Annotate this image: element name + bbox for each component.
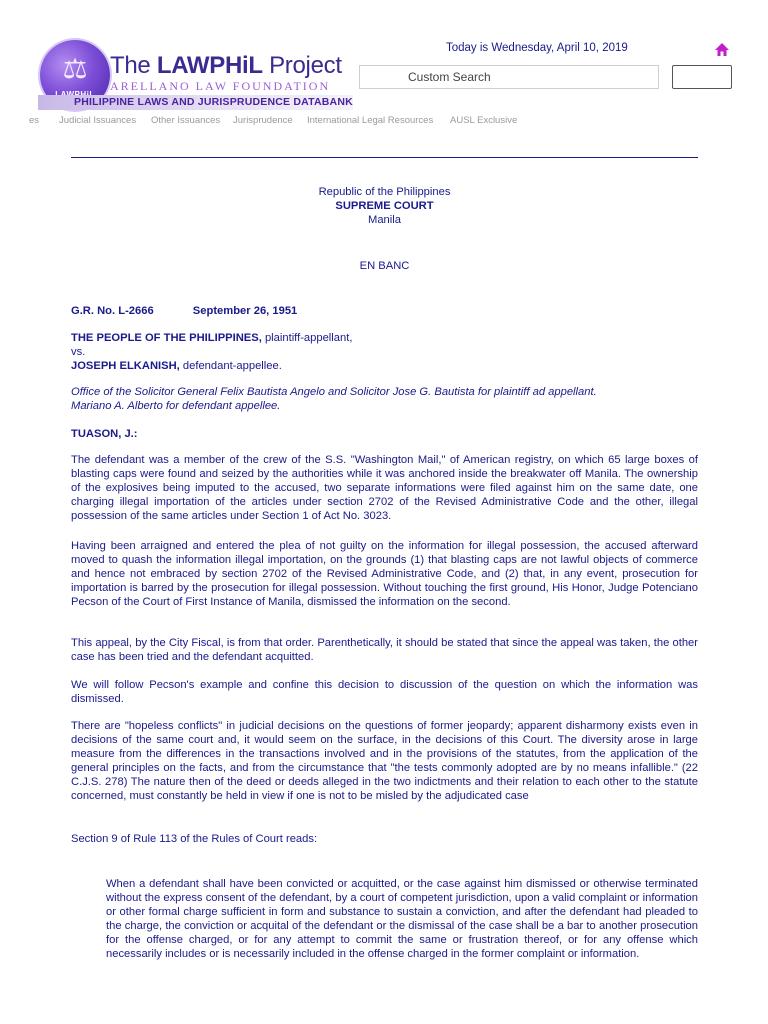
header-divider [71, 157, 698, 158]
paragraph: Having been arraigned and entered the plea of not guilty on the information for illegal possession, the accused afterward moved to quash the information illegal importation, on the grounds (1) that blasting caps are not lawful objects of commerce and hence not embraced by section 2702 of the Revised Administrative Code, and (2) that, in any event, prosecution for importation is barred by the prosecution for illegal possession. Without touching the first ground, His Honor, Judge Potenciano Pecson of the Court of First Instance of Manila, dismissed the information on the second. [71, 540, 698, 608]
ponente: TUASON, J.: [71, 428, 138, 440]
counsel-plaintiff: Office of the Solicitor General Felix Bautista Angelo and Solicitor Jose G. Bautista for plaintiff ad appellant. [71, 386, 597, 398]
home-icon[interactable] [713, 41, 731, 59]
gr-number: G.R. No. L-2666 [71, 305, 154, 317]
main-navigation [0, 115, 768, 129]
nav-item-international-legal-resources[interactable]: International Legal Resources [307, 115, 434, 126]
site-subtitle: ARELLANO LAW FOUNDATION [110, 79, 331, 93]
nav-item-ausl-exclusive[interactable]: AUSL Exclusive [450, 115, 518, 126]
current-date: Today is Wednesday, April 10, 2019 [446, 42, 628, 54]
nav-item-judicial-issuances[interactable]: Judicial Issuances [59, 115, 137, 126]
decision-date: September 26, 1951 [192, 305, 298, 317]
counsel-defendant: Mariano A. Alberto for defendant appellee. [71, 399, 281, 412]
court-country: Republic of the Philippines [318, 186, 451, 198]
paragraph: This appeal, by the City Fiscal, is from that order. Parenthetically, it should be stated that since the appeal was taken, the other case has been tried and the defendant acquitted. [71, 637, 698, 663]
scales-of-justice-icon: ⚖ [62, 52, 88, 85]
case-number-line [71, 305, 698, 319]
court-heading [71, 186, 698, 228]
nav-item-laws[interactable]: es [29, 115, 40, 126]
counsel-appearances [71, 386, 698, 414]
paragraph: The defendant was a member of the crew of the S.S. "Washington Mail," of American registry, on which 65 large boxes of blasting caps were found and seized by the authorities while it was anchored inside the breakwater off Manila. The ownership of the explosives being imputed to the accused, two separate informations were filed against him on the same date, one charging illegal importation of the articles under section 2702 of the Revised Administrative Code and the other, illegal possession of the same articles under Section 1 of Act No. 3023. [71, 454, 698, 522]
party-plaintiff: THE PEOPLE OF THE PHILIPPINES, plaintiff-appellant, [71, 332, 353, 344]
search-button[interactable] [672, 65, 732, 89]
paragraph: We will follow Pecson's example and confine this decision to discussion of the question on which the information was dismissed. [71, 679, 698, 705]
search-input[interactable] [408, 66, 668, 88]
search-field[interactable] [359, 65, 659, 89]
party-defendant: JOSEPH ELKANISH, defendant-appellee. [71, 359, 282, 372]
paragraph: Section 9 of Rule 113 of the Rules of Court reads: [71, 833, 318, 845]
site-tagline: PHILIPPINE LAWS AND JURISPRUDENCE DATABANK [74, 96, 353, 108]
paragraph: There are "hopeless conflicts" in judicial decisions on the questions of former jeopardy; apparent disharmony exists even in decisions of the same court and, it would seem on the surface, in the decisions of this Court. The diversity arose in large measure from the differences in the transactions involved and in the provisions of the statutes, from the application of the general principles on the facts, and from the circumstance that "the tests commonly adopted are by no means infallible." (22 C.J.S. 278) The nature then of the deed or deeds alleged in the two indictments and their relation to each other to the statute concerned, must constantly be held in view if one is not to be misled by the adjudicated case [71, 720, 698, 802]
court-location: Manila [368, 213, 401, 226]
nav-item-jurisprudence[interactable]: Jurisprudence [233, 115, 293, 126]
case-parties [71, 332, 698, 374]
court-name: SUPREME COURT [335, 199, 434, 212]
nav-item-other-issuances[interactable]: Other Issuances [151, 115, 221, 126]
division-label: EN BANC [359, 260, 410, 272]
site-title: The LAWPHiL Project [110, 52, 342, 79]
block-quote: When a defendant shall have been convicted or acquitted, or the case against him dismissed or otherwise terminated without the express consent of the defendant, by a court of competent jurisdiction, upon a valid complaint or information or other formal charge sufficient in form and substance to sustain a conviction, and after the defendant had pleaded to the charge, the conviction or acquital of the defendant or the dismissal of the case shall be a bar to another prosecution for the offense charged, or for any attempt to commit the same or frustration thereof, or for any offense which necessarily includes or is necessarily included in the offense charged in the former complaint or information. [106, 878, 698, 960]
versus: vs. [71, 345, 86, 358]
